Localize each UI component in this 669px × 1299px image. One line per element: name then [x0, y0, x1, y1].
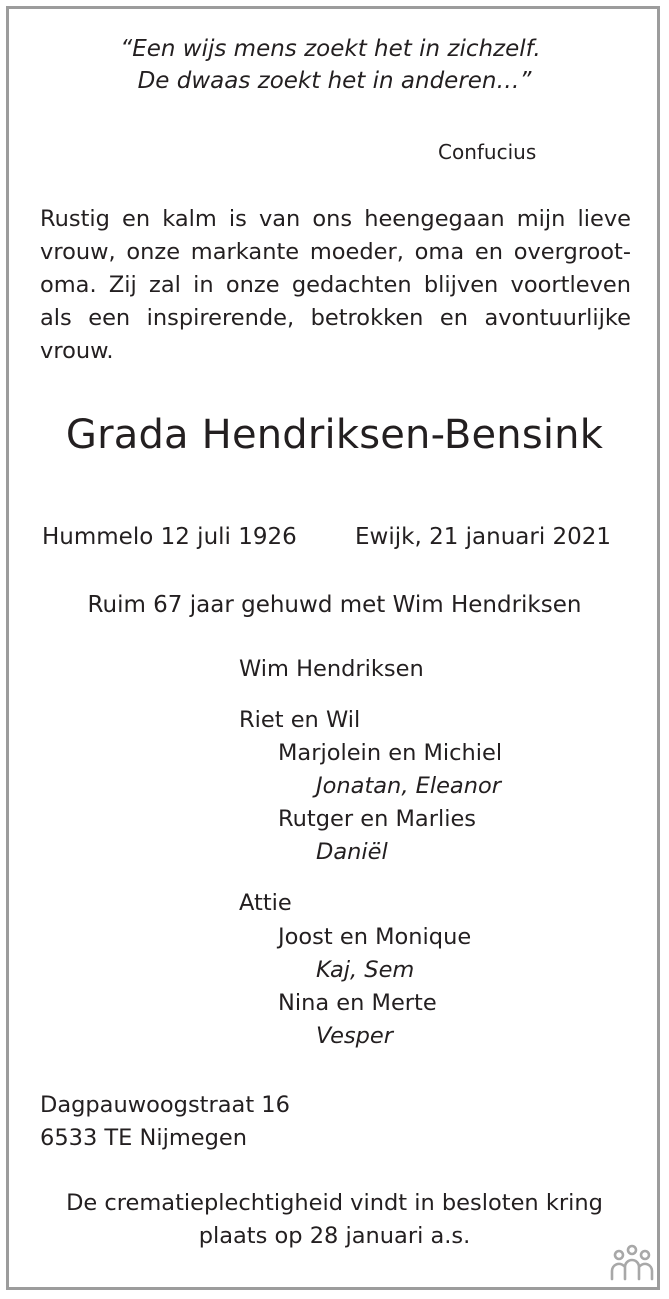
- intro-line-4: als een inspirerende, betrokken en avontuurlijke: [40, 305, 631, 331]
- quote-line-2: De dwaas zoekt het in anderen…”: [137, 68, 532, 94]
- ceremony-line-2: plaats op 28 januari a.s.: [198, 1223, 471, 1249]
- intro-line-3: oma. Zij zal in onze gedachten blijven voortleven: [40, 272, 631, 298]
- death-date: Ewijk, 21 januari 2021: [355, 524, 612, 550]
- birth-date: Hummelo 12 juli 1926: [42, 524, 297, 550]
- deceased-name: Grada Hendriksen-Bensink: [65, 412, 604, 458]
- people-group-icon: [608, 1243, 656, 1283]
- family-group2-child1: Joost en Monique: [278, 924, 472, 950]
- ceremony-line-1: De crematieplechtigheid vindt in besloten kring: [66, 1190, 603, 1216]
- quote-author: Confucius: [438, 140, 537, 164]
- family-spouse: Wim Hendriksen: [239, 656, 424, 682]
- intro-line-5: vrouw.: [40, 338, 114, 364]
- family-group1-grandchildren2: Daniël: [316, 839, 388, 865]
- family-group1-child1: Marjolein en Michiel: [278, 740, 503, 766]
- family-group2-grandchildren2: Vesper: [316, 1023, 394, 1049]
- family-group2-child2: Nina en Merte: [278, 990, 437, 1016]
- address-city: 6533 TE Nijmegen: [40, 1125, 248, 1151]
- family-group1-grandchildren1: Jonatan, Eleanor: [316, 773, 501, 799]
- family-group1-parents: Riet en Wil: [239, 707, 361, 733]
- marriage-line: Ruim 67 jaar gehuwd met Wim Hendriksen: [87, 592, 582, 618]
- family-group1-child2: Rutger en Marlies: [278, 806, 477, 832]
- intro-line-2: vrouw, onze markante moeder, oma en overgroot-: [40, 239, 631, 265]
- quote-line-1: “Een wijs mens zoekt het in zichzelf.: [120, 36, 541, 62]
- family-group2-grandchildren1: Kaj, Sem: [316, 957, 415, 983]
- address-street: Dagpauwoogstraat 16: [40, 1092, 290, 1118]
- intro-line-1: Rustig en kalm is van ons heengegaan mijn lieve: [40, 206, 631, 232]
- family-group2-parents: Attie: [239, 890, 292, 916]
